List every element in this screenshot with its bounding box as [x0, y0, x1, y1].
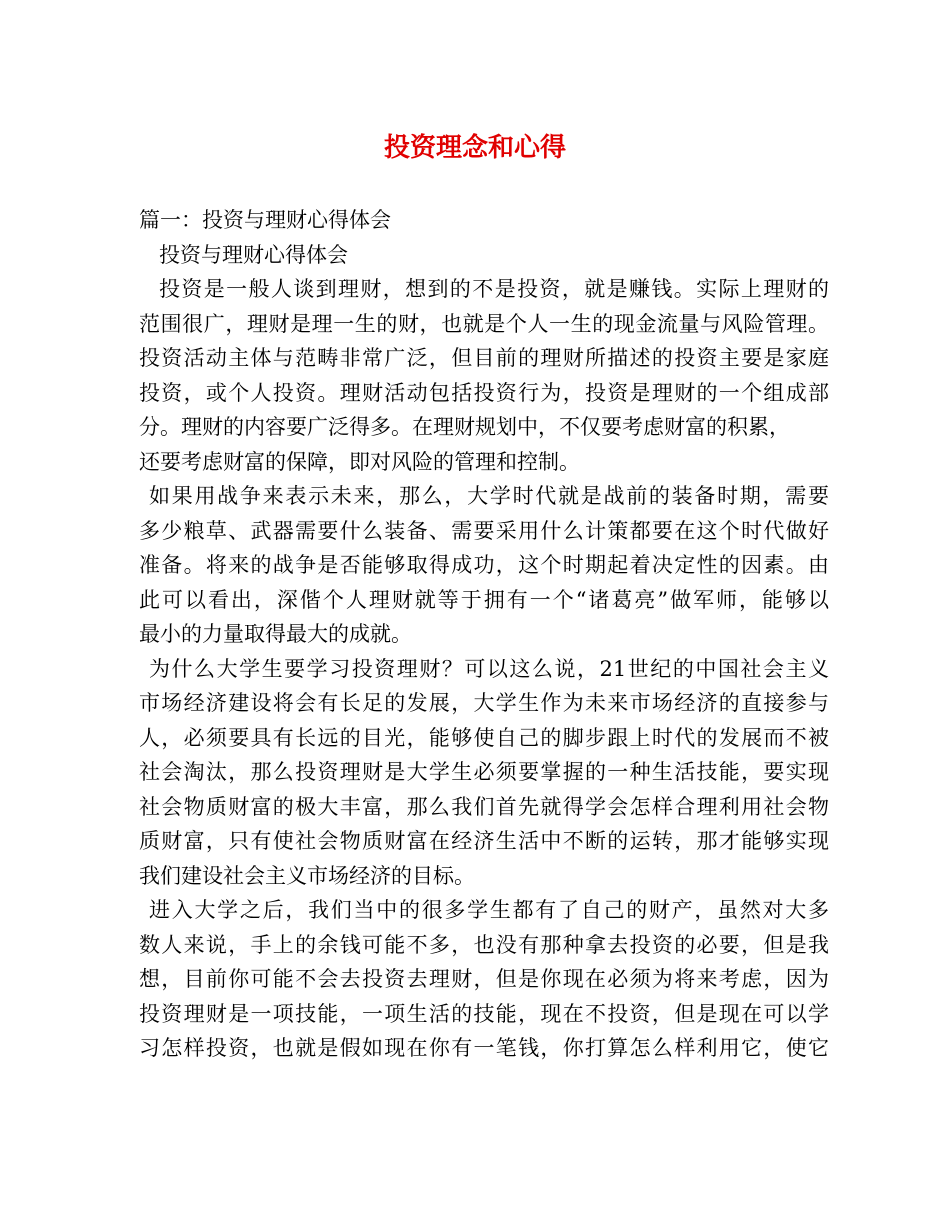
document-title: 投资理念和心得: [383, 133, 566, 163]
paragraph: [139, 272, 829, 479]
paragraph-line: 想，目前你可能不会去投资去理财，但是你现在必须为将来考虑，因为: [139, 967, 829, 991]
section-subheading: 投资与理财心得体会: [159, 242, 348, 267]
paragraph-line: 投资活动主体与范畴非常广泛，但目前的理财所描述的投资主要是家庭: [139, 346, 829, 370]
paragraph: [139, 479, 829, 652]
paragraph-line: 社会物质财富的极大丰富，那么我们首先就得学会怎样合理利用社会物: [139, 794, 829, 819]
document-body: [139, 203, 829, 1066]
paragraph-line: 进入大学之后，我们当中的很多学生都有了自己的财产，虽然对大多: [149, 898, 829, 922]
paragraph-line: 准备。将来的战争是否能够取得成功，这个时期起着决定性的因素。由: [139, 553, 829, 577]
paragraph-line: 最小的力量取得最大的成就。: [139, 622, 412, 646]
section-heading: 篇一：投资与理财心得体会: [139, 208, 391, 232]
paragraph: [139, 652, 829, 894]
paragraph-line: 人，必须要具有长远的目光，能够使自己的脚步跟上时代的发展而不被: [139, 725, 829, 750]
paragraph-line: 数人来说，手上的余钱可能不多，也没有那种拿去投资的必要，但是我: [139, 932, 829, 957]
paragraph-line: 投资，或个人投资。理财活动包括投资行为，投资是理财的一个组成部: [139, 380, 829, 405]
paragraph-line: 如果用战争来表示未来，那么，大学时代就是战前的装备时期，需要: [149, 484, 829, 508]
paragraph-line: 质财富，只有使社会物质财富在经济生活中不断的运转，那才能够实现: [139, 829, 829, 853]
paragraph-line: 社会淘汰，那么投资理财是大学生必须要掌握的一种生活技能，要实现: [139, 760, 829, 784]
paragraph-line: 习怎样投资，也就是假如现在你有一笔钱，你打算怎么样利用它，使它: [139, 1036, 829, 1060]
paragraph-line: 为什么大学生要学习投资理财？可以这么说，21世纪的中国社会主义: [149, 656, 829, 681]
paragraph-line: 我们建设社会主义市场经济的目标。: [139, 863, 475, 888]
paragraph-line: 此可以看出，深偕个人理财就等于拥有一个“诸葛亮”做军师，能够以: [139, 587, 829, 612]
paragraph-line: 市场经济建设将会有长足的发展，大学生作为未来市场经济的直接参与: [139, 691, 829, 715]
paragraph: [139, 893, 829, 1066]
paragraph-line: 范围很广，理财是理一生的财，也就是个人一生的现金流量与风险管理。: [139, 311, 829, 336]
paragraph-line: 还要考虑财富的保障，即对风险的管理和控制。: [139, 449, 580, 474]
paragraph-line: 分。理财的内容要广泛得多。在理财规划中，不仅要考虑财富的积累，: [139, 415, 790, 439]
paragraph-line: 投资是一般人谈到理财，想到的不是投资，就是赚钱。实际上理财的: [159, 277, 829, 301]
paragraph-line: 投资理财是一项技能，一项生活的技能，现在不投资，但是现在可以学: [139, 1001, 829, 1026]
paragraph-line: 多少粮草、武器需要什么装备、需要采用什么计策都要在这个时代做好: [139, 518, 829, 543]
